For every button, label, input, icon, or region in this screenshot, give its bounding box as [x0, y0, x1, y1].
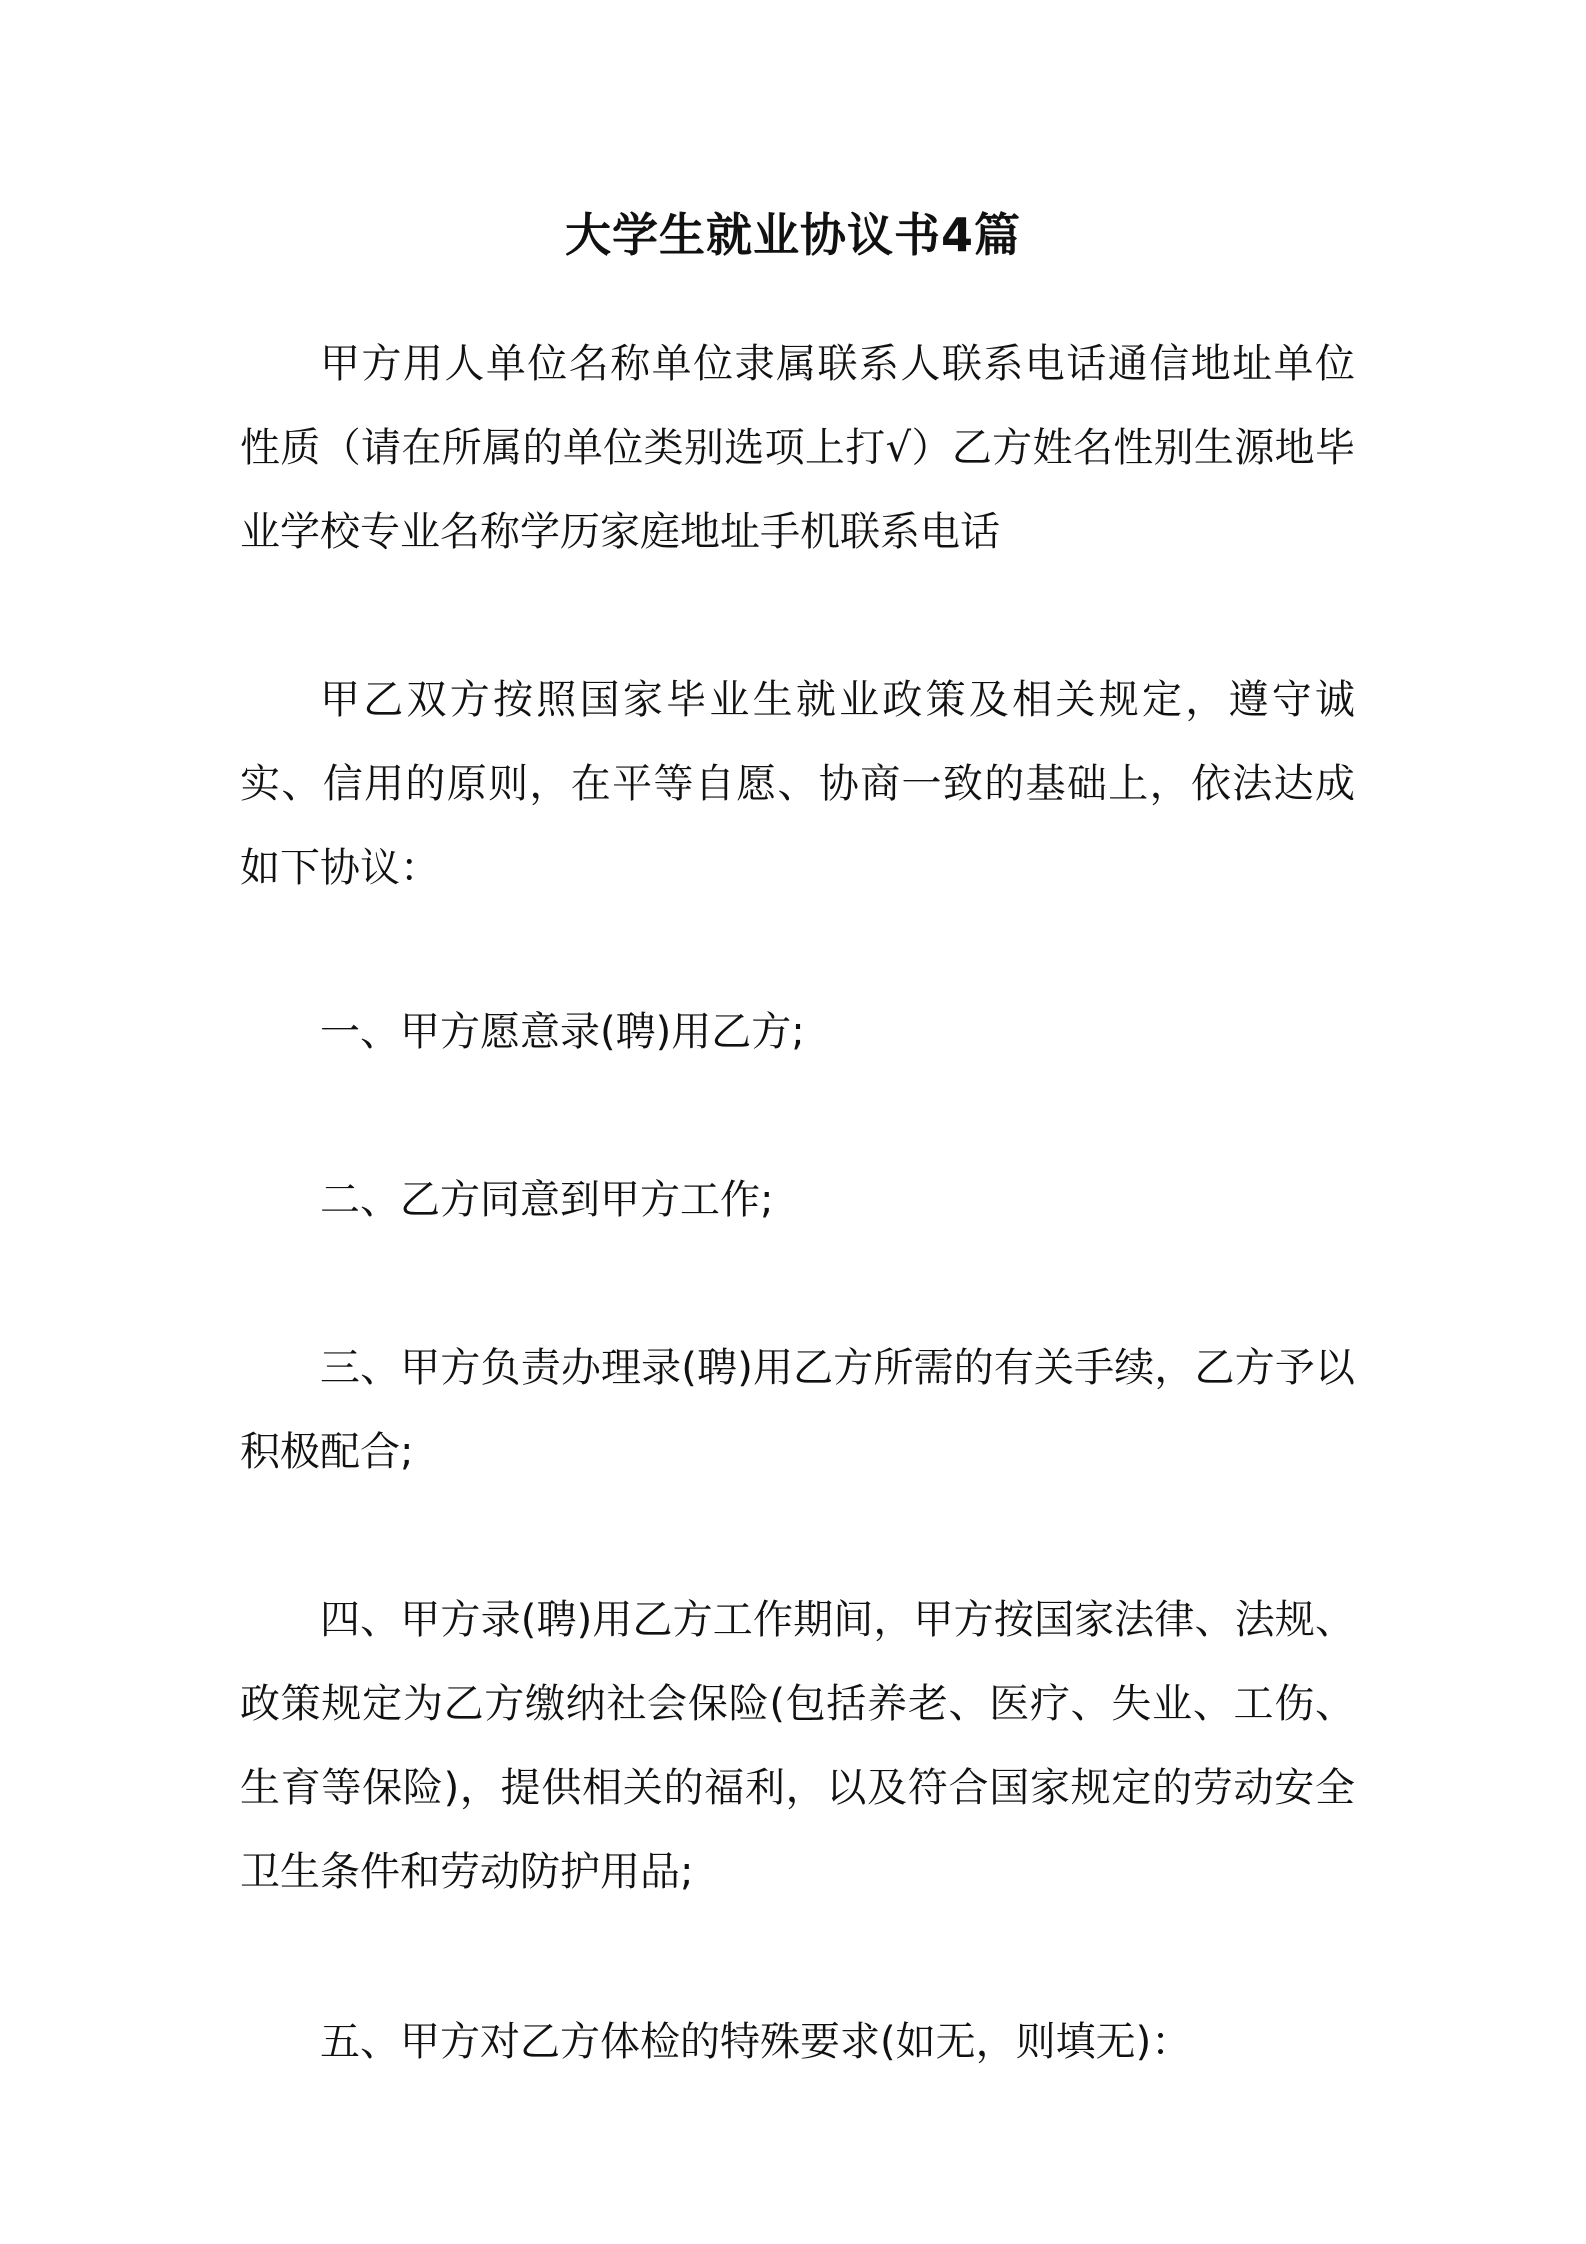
paragraph-clause-5: 五、甲方对乙方体检的特殊要求(如无，则填无)：	[320, 2019, 1192, 2065]
document-title: 大学生就业协议书4篇	[564, 208, 1021, 262]
paragraph-clause-2: 二、乙方同意到甲方工作;	[320, 1177, 774, 1223]
paragraph-party-info: 甲方用人单位名称单位隶属联系人联系电话通信地址单位性质（请在所属的单位类别选项上打√）乙方姓名性别生源地毕业学校专业名称学历家庭地址手机联系电话	[240, 341, 1355, 555]
paragraph-clause-1: 一、甲方愿意录(聘)用乙方;	[320, 1009, 805, 1055]
paragraph-clause-4: 四、甲方录(聘)用乙方工作期间，甲方按国家法律、法规、政策规定为乙方缴纳社会保险(包括养老、医疗、失业、工伤、生育等保险)，提供相关的福利，以及符合国家规定的劳动安全卫生条件和劳动防护用品;	[240, 1597, 1355, 1895]
paragraph-agreement-intro: 甲乙双方按照国家毕业生就业政策及相关规定，遵守诚实、信用的原则，在平等自愿、协商一致的基础上，依法达成如下协议：	[240, 677, 1355, 891]
paragraph-clause-3: 三、甲方负责办理录(聘)用乙方所需的有关手续，乙方予以积极配合;	[240, 1345, 1355, 1475]
